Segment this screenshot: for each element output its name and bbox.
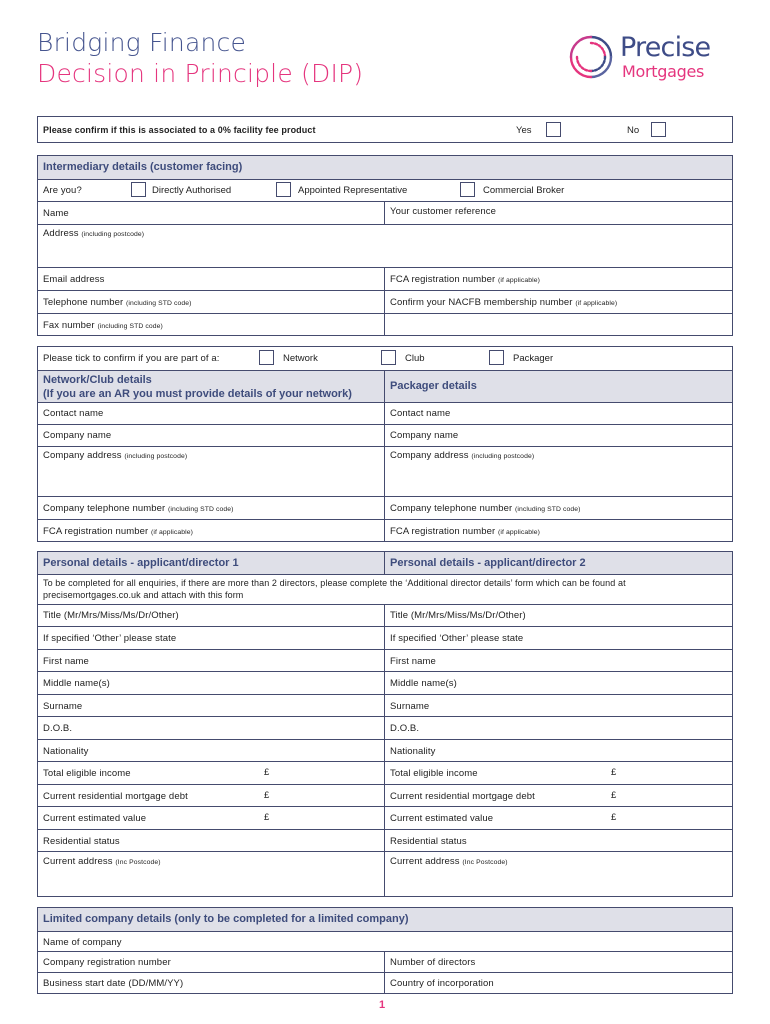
nationality-row	[38, 739, 732, 761]
form-title: Bridging Finance	[37, 28, 247, 57]
registration-number-label: Company registration number	[43, 957, 171, 968]
form-subtitle: Decision in Principle (DIP)	[37, 59, 364, 88]
applicant-1-middle-names-label: Middle name(s)	[43, 678, 110, 689]
personal-details-section	[37, 551, 733, 897]
applicant-1-nationality-label: Nationality	[43, 746, 89, 757]
personal-heading-row	[38, 552, 732, 574]
packager-contact-name-label: Contact name	[390, 408, 451, 419]
applicant-1-other-field[interactable]	[38, 627, 385, 649]
applicant-2-heading-cell	[385, 552, 732, 574]
personal-note-line2: precisemortgages.co.uk and attach with this form	[43, 590, 244, 600]
limited-heading-row	[38, 908, 732, 931]
limited-heading: Limited company details (only to be completed for a limited company)	[43, 913, 409, 925]
applicant-1-dob-label: D.O.B.	[43, 723, 73, 734]
applicant-2-estimated-value-currency: £	[611, 812, 617, 823]
applicant-1-nationality-field[interactable]	[38, 740, 385, 761]
residential-status-row	[38, 829, 732, 851]
network-section	[37, 346, 733, 542]
business-start-date-label: Business start date (DD/MM/YY)	[43, 978, 184, 989]
applicant-2-estimated-value-field[interactable]	[385, 807, 732, 829]
nacfb-field[interactable]	[385, 291, 732, 313]
nacfb-label: Confirm your NACFB membership number (if applicable)	[390, 297, 618, 308]
are-you-label: Are you?	[43, 185, 82, 196]
club-label: Club	[405, 353, 425, 364]
packager-company-address-field[interactable]	[385, 447, 732, 496]
applicant-2-other-label: If specified ‘Other’ please state	[390, 633, 524, 644]
applicant-2-mortgage-debt-currency: £	[611, 790, 617, 801]
personal-note-line1: To be completed for all enquiries, if there are more than 2 directors, please complete the ‘Additional director details’ form which can be found at	[43, 578, 626, 588]
network-heading-note: (If you are an AR you must provide details of your network)	[43, 388, 352, 400]
applicant-1-income-field[interactable]	[38, 762, 385, 784]
limited-company-name-label: Name of company	[43, 937, 122, 948]
applicant-2-estimated-value-label: Current estimated value	[390, 813, 494, 824]
packager-fca-label: FCA registration number (if applicable)	[390, 526, 540, 537]
start-date-row	[38, 972, 732, 993]
applicant-2-other-field[interactable]	[385, 627, 732, 649]
applicant-1-estimated-value-field[interactable]	[38, 807, 385, 829]
appointed-representative-checkbox[interactable]	[276, 182, 291, 197]
facility-no-checkbox[interactable]	[651, 122, 666, 137]
applicant-1-dob-field[interactable]	[38, 717, 385, 739]
applicant-2-nationality-label: Nationality	[390, 746, 436, 757]
company-telephone-row	[38, 496, 732, 519]
network-contact-name-label: Contact name	[43, 408, 104, 419]
network-company-telephone-label: Company telephone number (including STD code)	[43, 503, 234, 514]
facility-question: Please confirm if this is associated to a 0% facility fee product	[43, 125, 316, 135]
applicant-1-surname-field[interactable]	[38, 695, 385, 716]
packager-heading-cell	[385, 371, 732, 402]
intermediary-heading-row	[38, 156, 732, 179]
address-row[interactable]	[38, 224, 732, 267]
applicant-1-title-label: Title (Mr/Mrs/Miss/Ms/Dr/Other)	[43, 610, 179, 621]
company-name-row[interactable]	[38, 931, 732, 951]
network-company-name-field[interactable]	[38, 425, 385, 446]
applicant-2-current-address-field[interactable]	[385, 852, 732, 896]
packager-company-address-label: Company address (including postcode)	[390, 450, 535, 461]
packager-company-telephone-label: Company telephone number (including STD code)	[390, 503, 581, 514]
name-field[interactable]	[38, 202, 385, 224]
facility-fee-section	[37, 116, 733, 143]
applicant-2-nationality-field[interactable]	[385, 740, 732, 761]
network-contact-name-field[interactable]	[38, 403, 385, 424]
network-tick-row	[38, 347, 732, 370]
applicant-2-mortgage-debt-label: Current residential mortgage debt	[390, 791, 535, 802]
network-fca-row	[38, 519, 732, 541]
network-heading-cell	[38, 371, 385, 402]
applicant-2-residential-status-field[interactable]	[385, 830, 732, 851]
applicant-2-income-label: Total eligible income	[390, 768, 478, 779]
dob-row	[38, 716, 732, 739]
number-of-directors-label: Number of directors	[390, 957, 476, 968]
telephone-field[interactable]	[38, 291, 385, 313]
applicant-2-current-address-label: Current address (Inc Postcode)	[390, 856, 508, 867]
other-row	[38, 626, 732, 649]
applicant-1-other-label: If specified ‘Other’ please state	[43, 633, 177, 644]
facility-yes-label: Yes	[516, 125, 532, 136]
applicant-2-title-field[interactable]	[385, 605, 732, 626]
email-row	[38, 267, 732, 290]
fax-label: Fax number (including STD code)	[43, 320, 163, 331]
applicant-2-dob-label: D.O.B.	[390, 723, 420, 734]
network-company-name-label: Company name	[43, 430, 112, 441]
packager-contact-name-field[interactable]	[385, 403, 732, 424]
current-address-row	[38, 851, 732, 896]
fax-blank	[385, 314, 732, 335]
packager-label: Packager	[513, 353, 554, 364]
appointed-representative-label: Appointed Representative	[298, 185, 408, 196]
are-you-row	[38, 179, 732, 201]
network-fca-label: FCA registration number (if applicable)	[43, 526, 193, 537]
applicant-1-surname-label: Surname	[43, 701, 83, 712]
applicant-2-heading: Personal details - applicant/director 2	[390, 557, 586, 569]
applicant-2-first-name-label: First name	[390, 656, 436, 667]
network-heading: Network/Club details	[43, 374, 152, 386]
logo-mark-icon	[566, 32, 616, 82]
directly-authorised-checkbox[interactable]	[131, 182, 146, 197]
applicant-1-mortgage-debt-currency: £	[264, 790, 270, 801]
income-row	[38, 761, 732, 784]
telephone-label: Telephone number (including STD code)	[43, 297, 192, 308]
applicant-1-title-field[interactable]	[38, 605, 385, 626]
intermediary-section	[37, 155, 733, 336]
network-company-address-label: Company address (including postcode)	[43, 450, 188, 461]
packager-company-telephone-field[interactable]	[385, 497, 732, 519]
directly-authorised-label: Directly Authorised	[152, 185, 232, 196]
logo-name: Precise	[620, 32, 711, 63]
packager-fca-field[interactable]	[385, 520, 732, 541]
applicant-1-current-address-field[interactable]	[38, 852, 385, 896]
applicant-1-heading: Personal details - applicant/director 1	[43, 557, 239, 569]
packager-checkbox[interactable]	[489, 350, 504, 365]
applicant-2-middle-names-field[interactable]	[385, 672, 732, 694]
applicant-2-dob-field[interactable]	[385, 717, 732, 739]
commercial-broker-label: Commercial Broker	[483, 185, 565, 196]
country-of-incorporation-field[interactable]	[385, 973, 732, 993]
applicant-2-mortgage-debt-field[interactable]	[385, 785, 732, 806]
intermediary-heading: Intermediary details (customer facing)	[43, 161, 243, 173]
email-field[interactable]	[38, 268, 385, 290]
applicant-1-mortgage-debt-label: Current residential mortgage debt	[43, 791, 188, 802]
estimated-value-row	[38, 806, 732, 829]
network-tick-prompt: Please tick to confirm if you are part of a:	[43, 353, 220, 364]
registration-number-field[interactable]	[38, 952, 385, 972]
applicant-2-income-field[interactable]	[385, 762, 732, 784]
fax-row	[38, 313, 732, 335]
applicant-1-first-name-label: First name	[43, 656, 89, 667]
applicant-1-mortgage-debt-field[interactable]	[38, 785, 385, 806]
title-row	[38, 604, 732, 626]
applicant-1-estimated-value-label: Current estimated value	[43, 813, 147, 824]
applicant-1-income-currency: £	[264, 767, 270, 778]
limited-company-section	[37, 907, 733, 994]
first-name-row	[38, 649, 732, 671]
customer-reference-field[interactable]	[385, 202, 732, 224]
applicant-1-estimated-value-currency: £	[264, 812, 270, 823]
applicant-1-heading-cell	[38, 552, 385, 574]
mortgage-debt-row	[38, 784, 732, 806]
fax-field[interactable]	[38, 314, 385, 335]
surname-row	[38, 694, 732, 716]
customer-reference-label: Your customer reference	[390, 206, 496, 217]
logo-sub: Mortgages	[622, 62, 705, 81]
applicant-2-middle-names-label: Middle name(s)	[390, 678, 457, 689]
middle-names-row	[38, 671, 732, 694]
fca-number-field[interactable]	[385, 268, 732, 290]
network-heading-row	[38, 370, 732, 402]
facility-no-label: No	[627, 125, 640, 136]
facility-yes-checkbox[interactable]	[546, 122, 561, 137]
name-label: Name	[43, 208, 69, 219]
applicant-1-income-label: Total eligible income	[43, 768, 131, 779]
applicant-2-surname-label: Surname	[390, 701, 430, 712]
packager-company-name-field[interactable]	[385, 425, 732, 446]
company-address-row	[38, 446, 732, 496]
applicant-2-residential-status-label: Residential status	[390, 836, 467, 847]
applicant-2-first-name-field[interactable]	[385, 650, 732, 671]
applicant-1-current-address-label: Current address (Inc Postcode)	[43, 856, 161, 867]
registration-row	[38, 951, 732, 972]
network-label: Network	[283, 353, 318, 364]
company-name-row	[38, 424, 732, 446]
contact-name-row	[38, 402, 732, 424]
club-checkbox[interactable]	[381, 350, 396, 365]
number-of-directors-field[interactable]	[385, 952, 732, 972]
network-company-address-field[interactable]	[38, 447, 385, 496]
page-number: 1	[379, 999, 386, 1011]
network-fca-field[interactable]	[38, 520, 385, 541]
precise-mortgages-logo	[566, 32, 726, 82]
network-company-telephone-field[interactable]	[38, 497, 385, 519]
packager-heading: Packager details	[390, 380, 477, 392]
applicant-2-title-label: Title (Mr/Mrs/Miss/Ms/Dr/Other)	[390, 610, 526, 621]
network-checkbox[interactable]	[259, 350, 274, 365]
telephone-row	[38, 290, 732, 313]
applicant-1-residential-status-label: Residential status	[43, 836, 120, 847]
packager-company-name-label: Company name	[390, 430, 459, 441]
personal-note-row	[38, 574, 732, 604]
name-row	[38, 201, 732, 224]
applicant-1-residential-status-field[interactable]	[38, 830, 385, 851]
fca-number-label: FCA registration number (if applicable)	[390, 274, 540, 285]
address-label: Address (including postcode)	[43, 228, 145, 239]
applicant-2-income-currency: £	[611, 767, 617, 778]
applicant-1-middle-names-field[interactable]	[38, 672, 385, 694]
applicant-1-first-name-field[interactable]	[38, 650, 385, 671]
country-of-incorporation-label: Country of incorporation	[390, 978, 494, 989]
email-label: Email address	[43, 274, 105, 285]
applicant-2-surname-field[interactable]	[385, 695, 732, 716]
business-start-date-field[interactable]	[38, 973, 385, 993]
commercial-broker-checkbox[interactable]	[460, 182, 475, 197]
